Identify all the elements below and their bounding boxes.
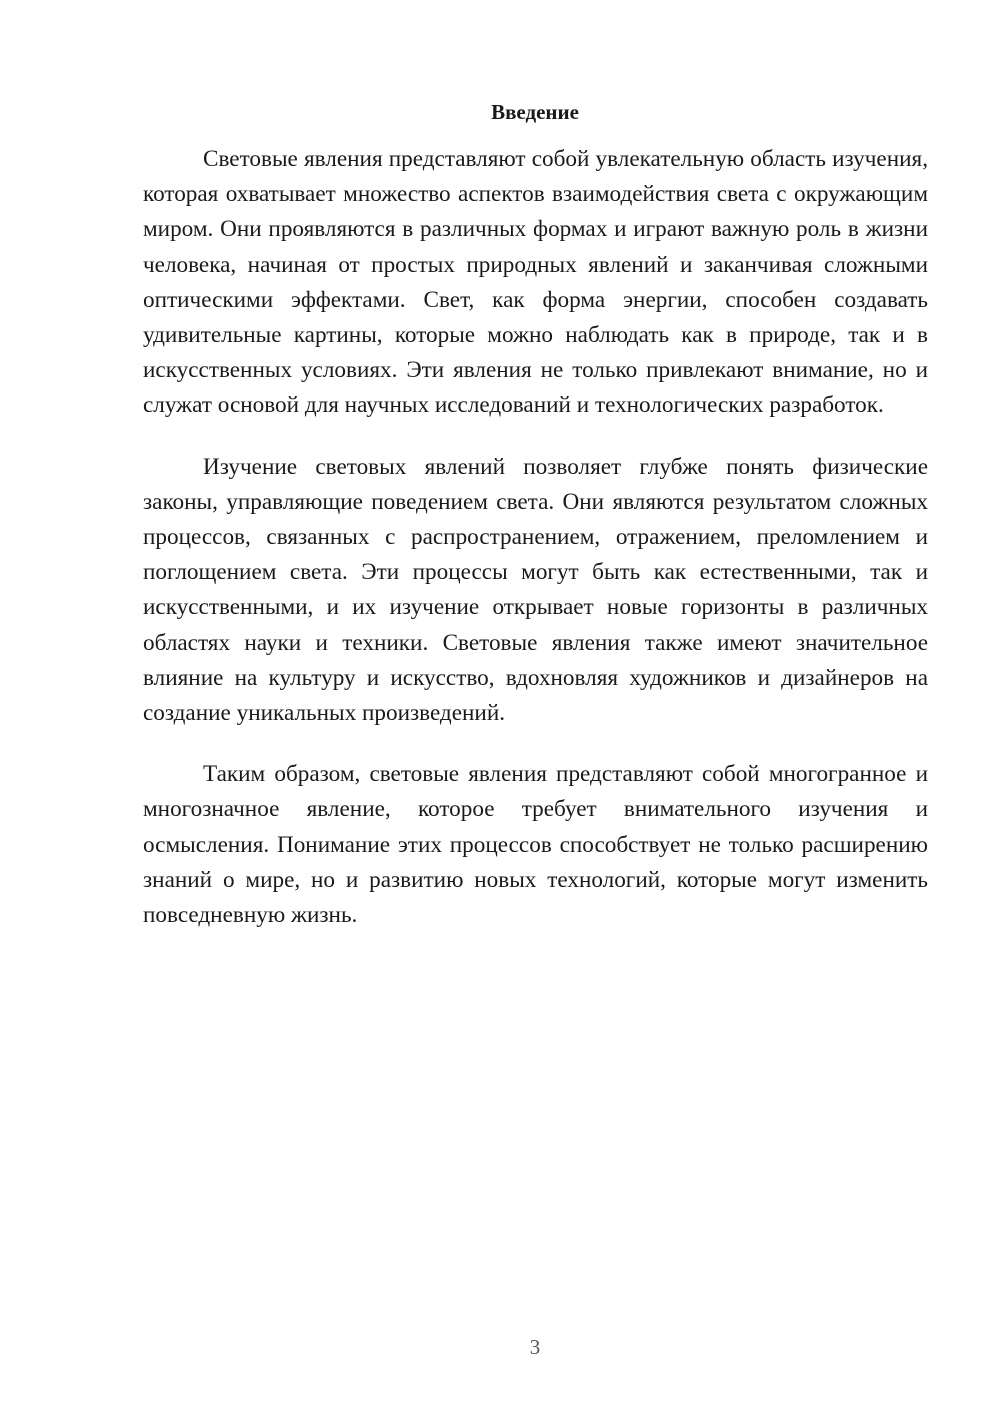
paragraph-3: Таким образом, световые явления представляют собой многогранное и многозначное явление, которое требует внимательного изучения и осмысления. Понимание этих процессов способствует не только расширению знаний о мире, но и развитию новых технологий, которые могут изменить повседневную жизнь. — [143, 761, 928, 929]
paragraph-2: Изучение световых явлений позволяет глубже понять физические законы, управляющие поведением света. Они являются результатом сложных процессов, связанных с распространением, отражением, преломлением и поглощением света. Эти процессы могут быть как естественными, так и искусственными, и их изучение открывает новые горизонты в различных областях науки и техники. Световые явления также имеют значительное влияние на культуру и искусство, вдохновляя художников и дизайнеров на создание уникальных произведений. — [143, 453, 928, 727]
paragraph-1: Световые явления представляют собой увлекательную область изучения, которая охватывает множество аспектов взаимодействия света с окружающим миром. Они проявляются в различных формах и играют важную роль в жизни человека, начиная от простых природных явлений и заканчивая сложными оптическими эффектами. Свет, как форма энергии, способен создавать удивительные картины, которые можно наблюдать как в природе, так и в искусственных условиях. Эти явления не только привлекают внимание, но и служат основой для научных исследований и технологических разработок. — [143, 146, 928, 419]
document-body — [143, 142, 928, 959]
page-heading: Введение — [491, 100, 579, 124]
page-number: 3 — [529, 1335, 541, 1359]
